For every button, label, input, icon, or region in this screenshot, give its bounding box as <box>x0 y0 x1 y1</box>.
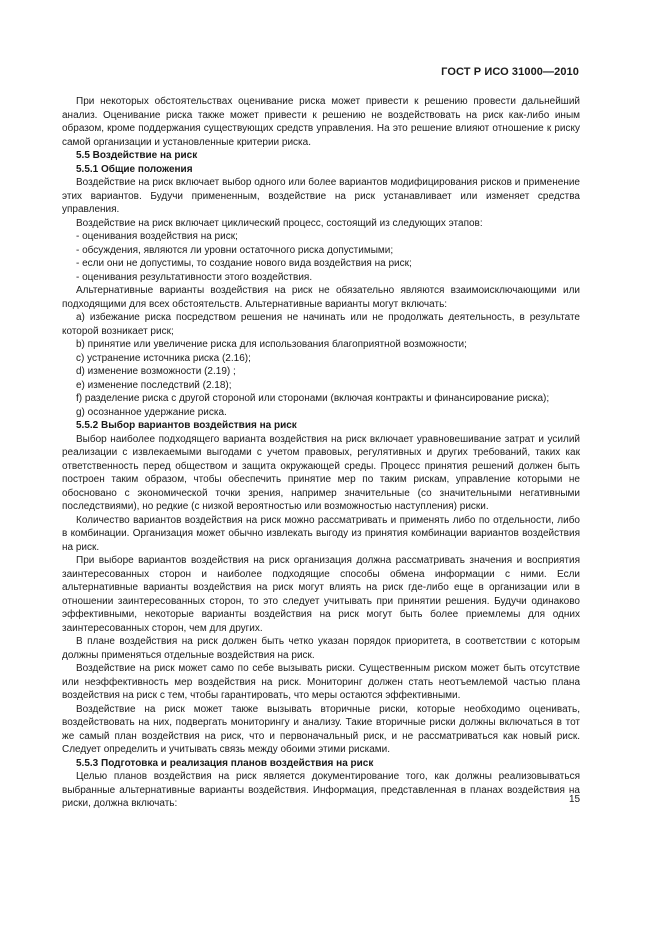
list-item-c: c) устранение источника риска (2.16); <box>76 352 251 364</box>
paragraph-intro: При некоторых обстоятельствах оценивание риска может привести к решению провести дальнейший анализ. Оценивание риска также может привести к решению не воздействовать на риск как-либо иным образом, кроме поддержания существующих средств управления. На это решение влияют отношение к риску самой организации и установленные критерии риска. <box>62 96 580 148</box>
list-item: - оценивания воздействия на риск; <box>76 231 238 242</box>
list-item-d: d) изменение возможности (2.19) ; <box>76 366 236 377</box>
list-item-b: b) принятие или увеличение риска для использования благоприятной возможности; <box>76 339 467 350</box>
paragraph: Воздействие на риск включает выбор одного или более вариантов модифицирования рисков и применение этих вариантов. Будучи примененным, воздействие на риск устанавливает или изменяет средства управления. <box>62 177 580 215</box>
paragraph: Количество вариантов воздействия на риск можно рассматривать и применять либо по отдельности, либо в комбинации. Организация может обычно извлекать выгоду из принятия комбинации вариантов воздействия на риск. <box>62 514 580 553</box>
paragraph: Целью планов воздействия на риск является документирование того, как должны реализовываться выбранные альтернативные варианты воздействия. Информация, представленная в планах воздействия на риски, должна включать: <box>62 771 580 809</box>
section-heading-5-5: 5.5 Воздействие на риск <box>76 150 198 161</box>
paragraph: Выбор наиболее подходящего варианта воздействия на риск включает уравновешивание затрат и усилий реализации с извлекаемыми выгодами с учетом правовых, регулятивных и других требований, таких как ответственность перед обществом и защита окружающей среды. Процесс принятия решений должен быть построен таким образом, чтобы обеспечить принятие мер по таким рискам, управление которыми не обосновано с экономической точки зрения, например значительные (со значительными негативными последствиями), но редкие (с низкой вероятностью или возможностью наступления) риски. <box>62 433 580 512</box>
list-item-f: f) разделение риска с другой стороной или сторонами (включая контракты и финансирование риска); <box>76 393 550 404</box>
paragraph: В плане воздействия на риск должен быть четко указан порядок приоритета, в соответствии с которым должны применяться отдельные воздействия на риск. <box>62 636 580 661</box>
paragraph: При выборе вариантов воздействия на риск организация должна рассматривать значения и восприятия заинтересованных сторон и наиболее подходящие способы обмена информации с ними. Если альтернативные варианты воздействия на риск могут влиять на риск где-либо еще в организации или в отношении заинтересованных сторон, то это следует учитывать при принятии решения. Будучи одинаково эффективными, некоторые варианты воздействия на риск могут быть более приемлемы для одних заинтересованных сторон, чем для других. <box>62 555 580 634</box>
page-number: 15 <box>569 794 581 805</box>
document-code: ГОСТ Р ИСО 31000—2010 <box>441 66 579 78</box>
list-item: - оценивания результативности этого воздействия. <box>76 271 313 283</box>
section-heading-5-5-1: 5.5.1 Общие положения <box>76 163 193 175</box>
section-heading-5-5-2: 5.5.2 Выбор вариантов воздействия на риск <box>76 420 297 431</box>
list-item: - если они не допустимы, то создание нового вида воздействия на риск; <box>76 258 412 269</box>
paragraph: Воздействие на риск может само по себе вызывать риски. Существенным риском может быть отсутствие или неэффективность мер воздействия на риск. Мониторинг должен стать неотъемлемой частью плана воздействия на риск с тем, чтобы гарантировать, что меры остаются эффективными. <box>62 663 580 701</box>
list-item-e: e) изменение последствий (2.18); <box>76 379 232 391</box>
paragraph: Воздействие на риск включает циклический процесс, состоящий из следующих этапов: <box>76 217 483 229</box>
list-item: - обсуждения, являются ли уровни остаточного риска допустимыми; <box>76 244 394 256</box>
paragraph: Альтернативные варианты воздействия на риск не обязательно являются взаимоисключающими или подходящими для всех обстоятельств. Альтернативные варианты могут включать: <box>62 285 580 310</box>
list-item-a: a) избежание риска посредством решения не начинать или не продолжать деятельность, в результате которой возникает риск; <box>62 312 580 337</box>
section-heading-5-5-3: 5.5.3 Подготовка и реализация планов воздействия на риск <box>76 757 374 769</box>
list-item-g: g) осознанное удержание риска. <box>76 406 227 418</box>
paragraph: Воздействие на риск может также вызывать вторичные риски, которые необходимо оценивать, воздействовать на них, подвергать мониторингу и анализу. Такие вторичные риски должны включаться в тот же самый план воздействия на риск, что и первоначальный риск, и не рассматриваться как новый риск. Следует определить и учитывать связь между обоими этими рисками. <box>62 703 580 755</box>
page-body <box>62 95 580 811</box>
